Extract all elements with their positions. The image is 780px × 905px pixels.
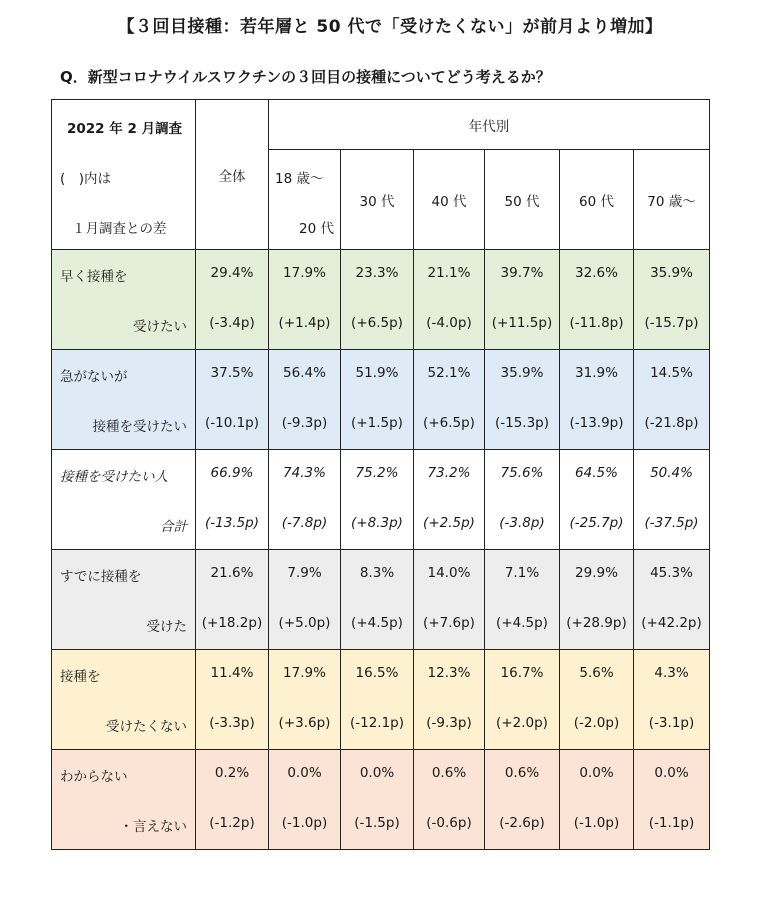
diff-value: (-21.8p) (644, 415, 699, 431)
diff-value: (+28.9p) (566, 615, 627, 631)
row-label-line1: 急がないが (60, 369, 128, 385)
table-body (52, 250, 710, 850)
value-cell (196, 350, 269, 450)
percent-value: 8.3% (359, 565, 395, 581)
value-cell (341, 550, 414, 650)
percent-value: 52.1% (427, 365, 471, 381)
header-age-70plus: 70 歳～ (634, 150, 710, 250)
diff-value: (+2.5p) (423, 515, 475, 531)
diff-value: (+7.6p) (423, 615, 475, 631)
value-cell (414, 250, 485, 350)
percent-value: 51.9% (355, 365, 399, 381)
percent-value: 7.1% (504, 565, 540, 581)
row-label-line2: 接種を受けたい (92, 419, 187, 435)
diff-value: (+42.2p) (641, 615, 702, 631)
percent-value: 64.5% (575, 465, 618, 481)
value-cell (269, 250, 341, 350)
value-cell (414, 450, 485, 550)
diff-value: (-1.0p) (573, 815, 620, 831)
diff-value: (-3.3p) (209, 715, 255, 731)
percent-value: 0.0% (287, 765, 322, 781)
diff-value: (+18.2p) (201, 615, 263, 631)
value-cell (414, 550, 485, 650)
header-total: 全体 (196, 100, 269, 250)
diff-value: (-12.1p) (349, 715, 405, 731)
row-label-line2: ・言えない (119, 819, 187, 835)
value-cell (560, 450, 634, 550)
percent-value: 16.5% (355, 665, 399, 681)
row-label-line2: 受けたい (133, 319, 187, 335)
percent-value: 45.3% (650, 565, 693, 581)
value-cell (341, 250, 414, 350)
percent-value: 0.2% (214, 765, 250, 781)
diff-value: (-7.8p) (281, 515, 328, 531)
diff-value: (-25.7p) (569, 515, 624, 531)
percent-value: 0.0% (579, 765, 614, 781)
diff-value: (-11.8p) (569, 315, 624, 331)
row-label-line1: 早く接種を (60, 269, 128, 285)
table-row (52, 250, 710, 350)
diff-value: (+1.4p) (278, 315, 331, 331)
percent-value: 17.9% (283, 265, 326, 281)
row-label-line2: 受けた (146, 619, 187, 635)
diff-value: (-15.3p) (494, 415, 550, 431)
diff-value: (-2.6p) (499, 815, 545, 831)
value-cell (269, 450, 341, 550)
note-line2: １月調査との差 (72, 221, 167, 237)
percent-value: 4.3% (654, 665, 689, 681)
diff-value: (+1.5p) (351, 415, 403, 431)
value-cell (341, 450, 414, 550)
percent-value: 23.3% (355, 265, 399, 281)
diff-value: (+8.3p) (351, 515, 403, 531)
diff-value: (+11.5p) (491, 315, 553, 331)
value-cell (196, 750, 269, 850)
diff-value: (+4.5p) (351, 615, 403, 631)
row-label-cell (52, 350, 196, 450)
percent-value: 14.0% (427, 565, 471, 581)
age-18-line2: 20 代 (299, 221, 334, 237)
diff-value: (-13.9p) (569, 415, 624, 431)
diff-value: (-13.5p) (204, 515, 260, 531)
row-label-cell (52, 450, 196, 550)
value-cell (485, 250, 560, 350)
diff-value: (-15.7p) (644, 315, 699, 331)
percent-value: 32.6% (575, 265, 618, 281)
question-text: Q．新型コロナウイルスワクチンの３回目の接種についてどう考えるか？ (60, 68, 551, 86)
value-cell (634, 250, 710, 350)
percent-value: 56.4% (283, 365, 326, 381)
row-label-line2: 受けたくない (106, 719, 187, 735)
diff-value: (-37.5p) (644, 515, 699, 531)
row-label-line1: わからない (60, 769, 128, 785)
value-cell (634, 750, 710, 850)
value-cell (485, 550, 560, 650)
header-label-cell (52, 100, 196, 250)
percent-value: 29.9% (575, 565, 618, 581)
value-cell (414, 650, 485, 750)
percent-value: 35.9% (500, 365, 544, 381)
percent-value: 0.0% (654, 765, 689, 781)
value-cell (485, 350, 560, 450)
diff-value: (-1.5p) (354, 815, 400, 831)
diff-value: (-3.1p) (648, 715, 695, 731)
table-row (52, 650, 710, 750)
value-cell (269, 550, 341, 650)
value-cell (485, 450, 560, 550)
diff-value: (+5.0p) (278, 615, 331, 631)
row-label-line1: 接種を受けたい人 (60, 469, 168, 485)
diff-value: (-1.2p) (209, 815, 255, 831)
diff-value: (-9.3p) (281, 415, 328, 431)
percent-value: 50.4% (650, 465, 693, 481)
value-cell (414, 750, 485, 850)
row-label-line2: 合計 (160, 519, 187, 535)
value-cell (414, 350, 485, 450)
value-cell (341, 650, 414, 750)
value-cell (634, 550, 710, 650)
percent-value: 17.9% (283, 665, 326, 681)
header-age-30s: 30 代 (341, 150, 414, 250)
value-cell (485, 750, 560, 850)
percent-value: 21.6% (210, 565, 254, 581)
diff-value: (-9.3p) (426, 715, 472, 731)
percent-value: 75.2% (355, 465, 399, 481)
row-label-cell (52, 250, 196, 350)
diff-value: (-0.6p) (426, 815, 472, 831)
header-age-50s: 50 代 (485, 150, 560, 250)
percent-value: 21.1% (427, 265, 471, 281)
percent-value: 39.7% (500, 265, 544, 281)
percent-value: 66.9% (210, 465, 254, 481)
header-age-18-20s (269, 150, 341, 250)
percent-value: 75.6% (500, 465, 544, 481)
row-label-line1: すでに接種を (60, 569, 142, 585)
table-row (52, 550, 710, 650)
header-age-group: 年代別 (269, 100, 710, 150)
value-cell (196, 650, 269, 750)
percent-value: 5.6% (579, 665, 614, 681)
value-cell (560, 250, 634, 350)
value-cell (634, 450, 710, 550)
table-row (52, 750, 710, 850)
value-cell (634, 650, 710, 750)
value-cell (269, 750, 341, 850)
value-cell (560, 350, 634, 450)
diff-value: (-10.1p) (204, 415, 260, 431)
header-age-40s: 40 代 (414, 150, 485, 250)
percent-value: 37.5% (210, 365, 254, 381)
percent-value: 7.9% (287, 565, 322, 581)
percent-value: 11.4% (210, 665, 254, 681)
age-18-line1: 18 歳～ (275, 171, 324, 187)
diff-value: (+6.5p) (351, 315, 403, 331)
value-cell (196, 450, 269, 550)
value-cell (560, 750, 634, 850)
value-cell (560, 650, 634, 750)
survey-date-label: 2022 年 2 月調査 (67, 121, 183, 137)
value-cell (341, 350, 414, 450)
value-cell (485, 650, 560, 750)
diff-value: (-1.1p) (648, 815, 695, 831)
diff-value: (+6.5p) (423, 415, 475, 431)
diff-value: (-2.0p) (573, 715, 620, 731)
percent-value: 31.9% (575, 365, 618, 381)
row-label-line1: 接種を (60, 669, 101, 685)
table-row (52, 450, 710, 550)
value-cell (634, 350, 710, 450)
percent-value: 35.9% (650, 265, 693, 281)
diff-value: (+2.0p) (496, 715, 548, 731)
survey-table (51, 99, 710, 850)
diff-value: (+4.5p) (496, 615, 548, 631)
value-cell (560, 550, 634, 650)
percent-value: 16.7% (500, 665, 544, 681)
header-age-60s: 60 代 (560, 150, 634, 250)
row-label-cell (52, 550, 196, 650)
diff-value: (-4.0p) (426, 315, 472, 331)
value-cell (196, 250, 269, 350)
diff-value: (-3.8p) (499, 515, 545, 531)
percent-value: 14.5% (650, 365, 693, 381)
percent-value: 0.6% (431, 765, 467, 781)
diff-value: (-3.4p) (209, 315, 255, 331)
note-line1: ( )内は (60, 171, 112, 187)
value-cell (196, 550, 269, 650)
percent-value: 0.6% (504, 765, 540, 781)
table-row (52, 350, 710, 450)
value-cell (269, 350, 341, 450)
percent-value: 12.3% (427, 665, 471, 681)
diff-value: (-1.0p) (281, 815, 328, 831)
row-label-cell (52, 750, 196, 850)
value-cell (269, 650, 341, 750)
percent-value: 74.3% (283, 465, 326, 481)
page-title: 【３回目接種：若年層と 50 代で「受けたくない」が前月より増加】 (117, 17, 663, 37)
percent-value: 29.4% (210, 265, 254, 281)
row-label-cell (52, 650, 196, 750)
percent-value: 0.0% (359, 765, 395, 781)
diff-value: (+3.6p) (278, 715, 331, 731)
percent-value: 73.2% (427, 465, 471, 481)
value-cell (341, 750, 414, 850)
